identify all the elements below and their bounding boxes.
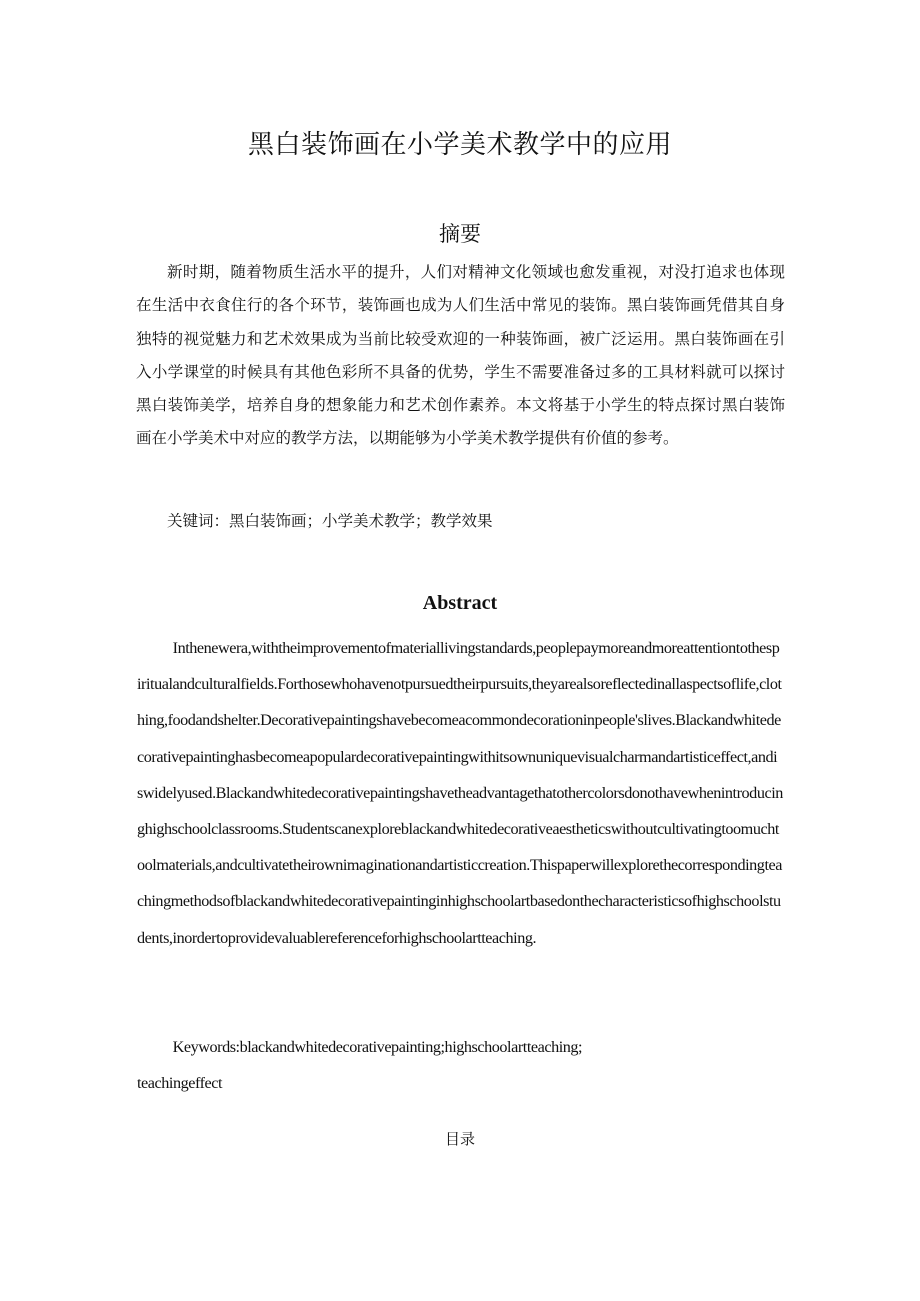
abstract-en-keywords-line1: Keywords:blackandwhitedecorativepainting;highschoolartteaching; — [172, 1038, 583, 1056]
abstract-en-keywords — [137, 1029, 783, 1101]
abstract-cn-heading: 摘要 — [439, 222, 481, 246]
abstract-cn-keywords: 关键词：黑白装饰画；小学美术教学；教学效果 — [167, 512, 493, 530]
abstract-en-body: Inthenewera,withtheimprovementofmateriallivingstandards,peoplepaymoreandmoreattentiontothespiritualandculturalfields.Forthosewhohavenotpursuedtheirpursuits,theyarealsoreflectedinallaspectsoflife,clothing,foodandshelter.Decorativepaintingshavebecomeacommondecorationinpeople'slives.Blackandwhitedecorativepaintinghasbecomeapopulardecorativepaintingwithitsownuniquevisualcharmandartisticeffect,andiswidelyused.Blackandwhitedecorativepaintingshavetheadvantagethatothercolorsdonothavewhenintroducinghighschoolclassrooms.Studentscanexploreblackandwhitedecorativeaestheticswithoutcultivatingtoomuchtoolmaterials,andcultivatetheirownimaginationandartisticcreation.Thispaperwillexplorethecorrespondingteachingmethodsofblackandwhitedecorativepaintinginhighschoolartbasedonthecharacteristicsofhighschoolstudents,inordertoprovidevaluablereferenceforhighschoolartteaching. — [137, 639, 783, 947]
toc-heading: 目录 — [444, 1130, 475, 1148]
abstract-en-heading: Abstract — [422, 592, 498, 614]
abstract-cn-body: 新时期，随着物质生活水平的提升，人们对精神文化领域也愈发重视，对没打追求也体现在生活中衣食住行的各个环节，装饰画也成为人们生活中常见的装饰。黑白装饰画凭借其自身独特的视觉魅力和艺术效果成为当前比较受欢迎的一种装饰画，被广泛运用。黑白装饰画在引入小学课堂的时候具有其他色彩所不具备的优势，学生不需要准备过多的工具材料就可以探讨黑白装饰美学，培养自身的想象能力和艺术创作素养。本文将基于小学生的特点探讨黑白装饰画在小学美术中对应的教学方法，以期能够为小学美术教学提供有价值的参考。 — [136, 263, 785, 448]
abstract-en-keywords-line2: teachingeffect — [137, 1074, 223, 1093]
page-title: 黑白装饰画在小学美术教学中的应用 — [247, 130, 672, 160]
